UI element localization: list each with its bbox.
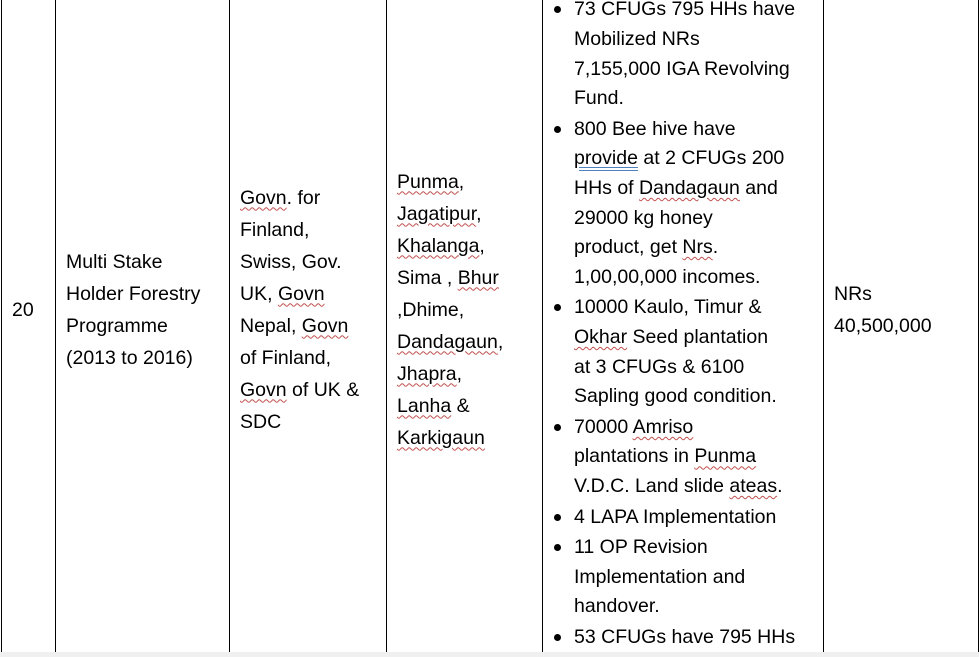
- achievement-line: 53 CFUGs have 795 HHs: [574, 625, 796, 648]
- achievement-item: [553, 503, 823, 533]
- achievements-list: [553, 0, 823, 653]
- serial-number-cell: [2, 0, 56, 657]
- achievement-line: handover.: [574, 595, 660, 618]
- achievement-line: Sapling good condition.: [574, 385, 777, 408]
- achievement-line: product, get Nrs.: [574, 236, 719, 259]
- achievement-line: 29000 kg honey: [574, 206, 713, 229]
- achievement-line: Fund.: [574, 87, 624, 110]
- vdc-line: Dandagaun,: [397, 330, 504, 353]
- donor-line: Finland,: [240, 218, 310, 241]
- achievement-item: [553, 115, 823, 293]
- programme-name-line: (2013 to 2016): [66, 346, 193, 369]
- achievement-line: 10000 Kaulo, Timur &: [574, 296, 762, 319]
- vdc-cell: [387, 0, 543, 657]
- table-row: [2, 0, 979, 657]
- donor-line: Govn of UK &: [240, 378, 360, 401]
- vdc-line: Jhapra,: [397, 362, 463, 385]
- achievement-line: V.D.C. Land slide ateas.: [574, 474, 783, 497]
- programme-name-line: Holder Forestry: [66, 282, 201, 305]
- achievement-item: [553, 623, 823, 653]
- achievement-line: Implementation and: [574, 565, 746, 588]
- vdc-line: Karkigaun: [397, 426, 485, 449]
- donor-cell: [230, 0, 387, 657]
- serial-number: 20: [12, 298, 34, 321]
- achievement-line: 11 OP Revision: [574, 536, 708, 559]
- donor-line: Govn. for: [240, 186, 321, 209]
- achievement-line: 1,00,00,000 incomes.: [574, 265, 761, 288]
- achievement-item: [553, 0, 823, 114]
- donor-line: Nepal, Govn: [240, 314, 349, 337]
- programme-name-line: Programme: [66, 314, 168, 337]
- programme-table: [1, 0, 979, 657]
- vdc-line: Khalanga,: [397, 234, 485, 257]
- vdc-line: Jagatipur,: [397, 202, 482, 225]
- programme-name-line: Multi Stake: [66, 250, 163, 273]
- budget-currency: NRs: [834, 282, 872, 305]
- budget-cell: [824, 0, 979, 657]
- page-bottom-edge: [0, 652, 979, 657]
- achievement-line: at 3 CFUGs & 6100: [574, 355, 745, 378]
- achievement-line: Okhar Seed plantation: [574, 326, 769, 348]
- donor-line: Swiss, Gov.: [240, 250, 342, 273]
- vdc-line: Lanha &: [397, 394, 470, 417]
- donor-line: SDC: [240, 410, 282, 433]
- achievement-item: [553, 413, 823, 502]
- achievement-line: 4 LAPA Implementation: [574, 505, 777, 528]
- budget-amount: 40,500,000: [834, 314, 932, 337]
- achievement-line: 800 Bee hive have: [574, 117, 736, 140]
- vdc-line: Sima , Bhur: [397, 266, 499, 289]
- achievement-item: [553, 533, 823, 622]
- achievements-cell: [543, 0, 824, 657]
- vdc-line: Punma,: [397, 170, 465, 193]
- donor-line: UK, Govn: [240, 282, 325, 305]
- achievement-line: plantations in Punma: [574, 445, 757, 468]
- achievement-line: Mobilized NRs: [574, 28, 700, 51]
- achievement-line: 70000 Amriso: [574, 415, 694, 438]
- achievement-item: [553, 293, 823, 411]
- programme-name-cell: [56, 0, 230, 657]
- vdc-line: ,Dhime,: [397, 298, 465, 321]
- achievement-line: 7,155,000 IGA Revolving: [574, 57, 790, 80]
- achievement-line: HHs of Dandagaun and: [574, 177, 778, 200]
- achievement-line: 73 CFUGs 795 HHs have: [574, 0, 796, 21]
- donor-line: of Finland,: [240, 346, 332, 369]
- achievement-line: provide at 2 CFUGs 200: [574, 147, 785, 170]
